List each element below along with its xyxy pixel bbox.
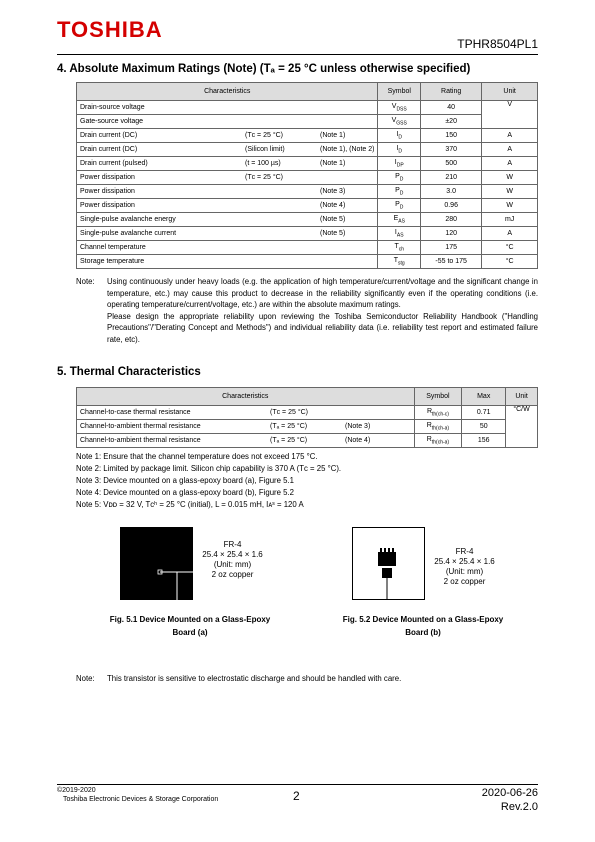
fig1-dims: 25.4 × 25.4 × 1.6 [202, 550, 263, 559]
fig1-material: FR-4 [223, 540, 242, 549]
condition: (Tₐ = 25 °C) [270, 423, 308, 430]
unit-cell: A [482, 227, 538, 241]
symbol-subscript: D [398, 134, 403, 141]
board-b-pads-icon [353, 528, 424, 599]
fig1-caption-line1: Fig. 5.1 Device Mounted on a Glass-Epoxy [109, 615, 271, 624]
header-divider [57, 54, 538, 55]
symbol-subscript: stg [398, 260, 405, 267]
col-characteristics: Characteristics [77, 388, 415, 406]
table-row [77, 143, 538, 157]
characteristic-cell [77, 115, 378, 129]
characteristic-name: Storage temperature [80, 258, 145, 265]
characteristic-cell [77, 227, 378, 241]
symbol-cell [378, 171, 421, 185]
symbol-subscript: ch [398, 246, 405, 253]
rating-cell: 3.0 [421, 185, 482, 199]
note-1: Note 1: Ensure that the channel temperature does not exceed 175 °C. [76, 452, 318, 461]
symbol-cell [378, 241, 421, 255]
characteristic-cell [77, 241, 378, 255]
footer-company: Toshiba Electronic Devices & Storage Corporation [63, 796, 219, 803]
fig2-unit: (Unit: mm) [445, 567, 484, 576]
section4-notes [76, 276, 538, 345]
fig2-material: FR-4 [455, 547, 474, 556]
part-number: TPHR8504PL1 [457, 37, 538, 51]
note-2: Note 2: Limited by package limit. Silicon chip capability is 370 A (Tᴄ = 25 °C). [76, 464, 342, 473]
esd-note-label: Note: [76, 674, 95, 683]
fig1-spec [200, 540, 265, 580]
characteristic-name: Drain current (DC) [80, 132, 138, 139]
fig2-caption-line1: Fig. 5.2 Device Mounted on a Glass-Epoxy [342, 615, 504, 624]
unit-cell: W [482, 185, 538, 199]
characteristic-cell [77, 406, 415, 420]
footer-divider [57, 784, 538, 785]
characteristic-name: Drain current (DC) [80, 146, 138, 153]
table-row [77, 101, 538, 115]
fig2-copper: 2 oz copper [443, 577, 486, 586]
unit-cell: °C [482, 255, 538, 269]
symbol: P [395, 200, 400, 208]
symbol: I [394, 158, 397, 166]
characteristic-name: Power dissipation [80, 188, 135, 195]
rating-cell: 500 [421, 157, 482, 171]
characteristic-name: Single-pulse avalanche energy [80, 216, 176, 223]
characteristic-name: Drain-source voltage [80, 104, 145, 111]
thermal-notes [76, 451, 341, 511]
fig2-caption [313, 613, 533, 639]
unit-cell: °C/W [506, 406, 538, 448]
symbol-cell [378, 199, 421, 213]
board-a-diagram [120, 527, 193, 600]
symbol-cell [378, 213, 421, 227]
symbol: T [393, 256, 399, 264]
note-4: Note 4: Device mounted on a glass-epoxy board (b), Figure 5.2 [76, 488, 294, 497]
symbol-cell [378, 185, 421, 199]
toshiba-logo: TOSHIBA [57, 17, 163, 42]
symbol-subscript: D [399, 190, 404, 197]
col-rating: Rating [421, 83, 482, 101]
condition: (Tₐ = 25 °C) [270, 437, 308, 444]
note-ref: (Note 5) [320, 230, 346, 237]
symbol-cell [378, 129, 421, 143]
fig2-spec [432, 547, 497, 587]
characteristic-cell [77, 157, 378, 171]
symbol: I [396, 130, 399, 138]
rating-cell: 150 [421, 129, 482, 143]
symbol-subscript: th(ch-a) [431, 439, 450, 446]
col-unit: Unit [506, 388, 538, 406]
table-row [77, 420, 538, 434]
characteristic-name: Power dissipation [80, 202, 135, 209]
symbol-subscript: th(ch-a) [431, 425, 450, 432]
symbol: I [396, 144, 399, 152]
rating-cell: 280 [421, 213, 482, 227]
symbol-cell [414, 434, 462, 448]
section4-title: 4. Absolute Maximum Ratings (Note) (Tₐ = 25 °C unless otherwise specified) [57, 63, 471, 75]
symbol: P [395, 172, 400, 180]
symbol: V [391, 116, 397, 124]
unit-cell: V [482, 101, 538, 129]
table-row [77, 406, 538, 420]
characteristic-cell [77, 434, 415, 448]
col-symbol: Symbol [414, 388, 462, 406]
rating-cell: ±20 [421, 115, 482, 129]
footer-copyright: ©2019-2020 [57, 787, 96, 794]
characteristic-cell [77, 185, 378, 199]
note-3: Note 3: Device mounted on a glass-epoxy board (a), Figure 5.1 [76, 476, 294, 485]
unit-cell: W [482, 199, 538, 213]
col-unit: Unit [482, 83, 538, 101]
rating-cell: 175 [421, 241, 482, 255]
note-ref: (Note 3) [345, 423, 371, 430]
table-row [77, 241, 538, 255]
max-cell: 156 [462, 434, 506, 448]
condition: (Tᴄ = 25 °C) [270, 409, 309, 416]
symbol-subscript: th(ch-c) [432, 411, 449, 418]
note-paragraph-2: Please design the appropriate reliability upon reviewing the Toshiba Semiconductor Reliability Handbook ("Handling Precautions"/"Derating Concept and Methods") and individual reliability data (i.e. reliability test report and estimated failure rate, etc). [107, 311, 538, 344]
table-row [77, 227, 538, 241]
unit-cell: °C [482, 241, 538, 255]
symbol: P [395, 186, 400, 194]
characteristic-cell [77, 129, 378, 143]
note-ref: (Note 4) [320, 202, 346, 209]
note-ref: (Note 3) [320, 188, 346, 195]
symbol-subscript: D [399, 176, 404, 183]
symbol-cell [378, 255, 421, 269]
unit-cell: A [482, 143, 538, 157]
symbol-cell [378, 101, 421, 115]
col-symbol: Symbol [378, 83, 421, 101]
symbol-subscript: D [398, 148, 403, 155]
esd-note-text: This transistor is sensitive to electrostatic discharge and should be handled with care. [107, 674, 402, 683]
note-label: Note: [76, 277, 95, 286]
note-5: Note 5: Vᴅᴅ = 32 V, Tᴄʰ = 25 °C (initial), L = 0.015 mH, Iᴀˢ = 120 A [76, 500, 304, 509]
symbol-cell [378, 115, 421, 129]
unit-cell: A [482, 157, 538, 171]
symbol: T [394, 242, 399, 250]
characteristic-name: Channel-to-case thermal resistance [80, 409, 191, 416]
unit-cell: W [482, 171, 538, 185]
symbol-subscript: DP [396, 162, 404, 169]
table-row [77, 213, 538, 227]
symbol: R [426, 421, 432, 429]
characteristic-cell [77, 101, 378, 115]
rating-cell: 40 [421, 101, 482, 115]
unit-cell: A [482, 129, 538, 143]
board-a-pads-icon [120, 527, 193, 600]
table-row [77, 185, 538, 199]
condition: (Tᴄ = 25 °C) [245, 174, 284, 181]
condition: (Silicon limit) [245, 146, 285, 153]
rating-cell: 370 [421, 143, 482, 157]
table-row [77, 434, 538, 448]
condition: (Tᴄ = 25 °C) [245, 132, 284, 139]
table-row [77, 255, 538, 269]
symbol-cell [378, 143, 421, 157]
symbol: I [394, 228, 397, 236]
symbol-cell [378, 227, 421, 241]
board-b-diagram [352, 527, 425, 600]
symbol-cell [414, 420, 462, 434]
note-ref: (Note 4) [345, 437, 371, 444]
fig1-caption-line2: Board (a) [172, 628, 208, 637]
rating-cell: 0.96 [421, 199, 482, 213]
footer-date: 2020-06-26 [481, 787, 538, 799]
characteristic-cell [77, 420, 415, 434]
characteristic-name: Single-pulse avalanche current [80, 230, 177, 237]
fig2-dims: 25.4 × 25.4 × 1.6 [434, 557, 495, 566]
note-ref: (Note 1) [320, 160, 346, 167]
unit-cell: mJ [482, 213, 538, 227]
characteristic-name: Power dissipation [80, 174, 135, 181]
characteristic-name: Channel-to-ambient thermal resistance [80, 423, 201, 430]
symbol: R [426, 435, 432, 443]
rating-cell: 210 [421, 171, 482, 185]
characteristic-name: Channel-to-ambient thermal resistance [80, 437, 201, 444]
table-row [77, 157, 538, 171]
characteristic-name: Drain current (pulsed) [80, 160, 148, 167]
characteristic-cell [77, 255, 378, 269]
symbol: V [391, 102, 397, 110]
symbol-subscript: GSS [396, 120, 407, 127]
fig2-caption-line2: Board (b) [405, 628, 441, 637]
abs-max-ratings-table [76, 82, 538, 269]
note-ref: (Note 1) [320, 132, 346, 139]
condition: (t = 100 µs) [245, 160, 281, 167]
characteristic-cell [77, 171, 378, 185]
characteristic-cell [77, 199, 378, 213]
symbol-subscript: AS [396, 232, 404, 239]
max-cell: 50 [462, 420, 506, 434]
fig1-copper: 2 oz copper [211, 570, 254, 579]
note-ref: (Note 5) [320, 216, 346, 223]
table-row [77, 129, 538, 143]
table-row [77, 199, 538, 213]
rating-cell: -55 to 175 [421, 255, 482, 269]
symbol-cell [378, 157, 421, 171]
symbol-cell [414, 406, 462, 420]
symbol: R [426, 407, 432, 415]
page-number: 2 [293, 789, 300, 803]
note-ref: (Note 1), (Note 2) [320, 146, 375, 153]
col-max: Max [462, 388, 506, 406]
characteristic-cell [77, 143, 378, 157]
footer-rev: Rev.2.0 [500, 801, 538, 813]
characteristic-cell [77, 213, 378, 227]
table-row [77, 171, 538, 185]
esd-note [76, 673, 401, 685]
section5-title: 5. Thermal Characteristics [57, 366, 201, 378]
symbol-subscript: DSS [396, 106, 407, 113]
thermal-table [76, 387, 538, 448]
col-characteristics: Characteristics [77, 83, 378, 101]
fig1-unit: (Unit: mm) [213, 560, 252, 569]
fig1-caption [80, 613, 300, 639]
note-paragraph-1: Using continuously under heavy loads (e.g. the application of high temperature/current/voltage and the significant change in temperature, etc.) may cause this product to decrease in the reliability significantly even if the operating conditions (i.e. operating temperature/current/voltage, etc.) are within the absolute maximum ratings. [107, 277, 538, 309]
symbol-subscript: AS [398, 218, 405, 225]
table-row [77, 115, 538, 129]
characteristic-name: Gate-source voltage [80, 118, 144, 125]
symbol: E [393, 214, 399, 222]
rating-cell: 120 [421, 227, 482, 241]
characteristic-name: Channel temperature [80, 244, 146, 251]
max-cell: 0.71 [462, 406, 506, 420]
symbol-subscript: D [399, 204, 404, 211]
